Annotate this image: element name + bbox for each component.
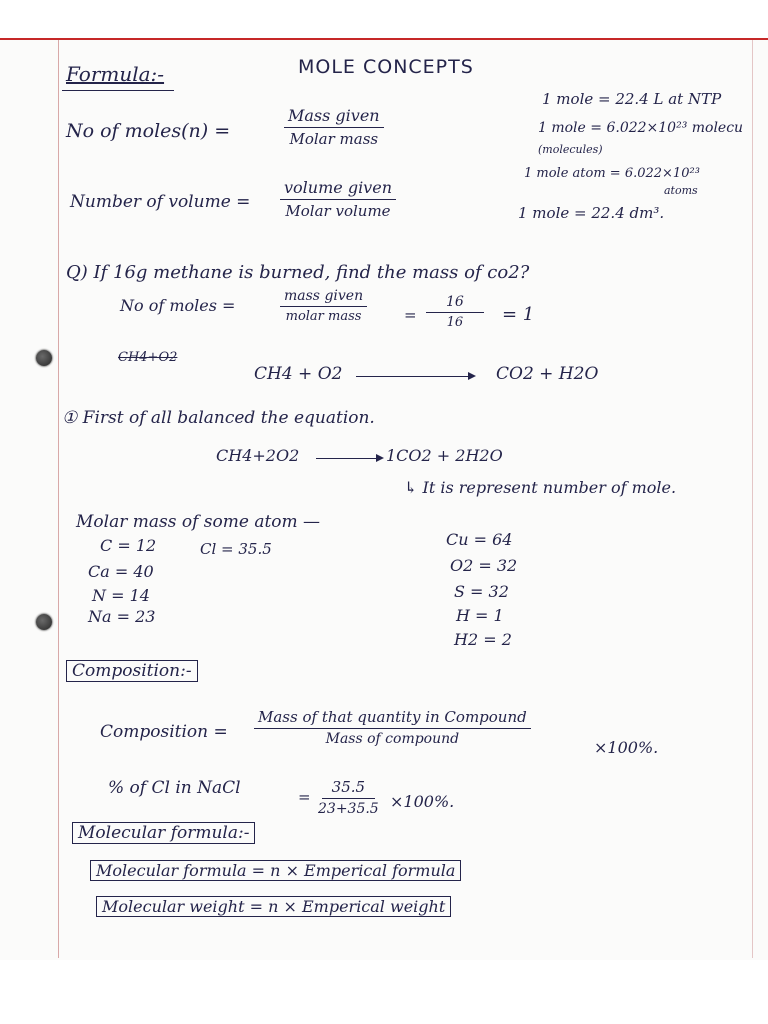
molar-mass-c: C = 12 bbox=[100, 536, 157, 555]
balance-step-label: ① First of all balanced the equation. bbox=[62, 408, 375, 428]
question-value-fraction bbox=[426, 294, 484, 330]
question-value-den: 16 bbox=[446, 315, 464, 330]
struck-reaction: CH4+O2 bbox=[118, 350, 178, 365]
composition-fraction bbox=[254, 708, 531, 747]
question-result: = 1 bbox=[502, 304, 535, 325]
moles-denominator: Molar mass bbox=[289, 130, 379, 148]
question-fraction bbox=[280, 288, 367, 324]
molar-mass-ca: Ca = 40 bbox=[88, 562, 154, 581]
composition-numerator: Mass of that quantity in Compound bbox=[254, 708, 531, 729]
balanced-arrow bbox=[316, 458, 382, 459]
molar-mass-h: H = 1 bbox=[456, 606, 504, 625]
note-molecules: (molecules) bbox=[538, 143, 603, 156]
margin-line bbox=[58, 40, 59, 958]
right-rule-line bbox=[752, 40, 753, 958]
composition-example-den: 23+35.5 bbox=[318, 801, 379, 817]
note-mole-atom: 1 mole atom = 6.022×10²³ bbox=[524, 166, 700, 181]
composition-label: Composition:- bbox=[66, 660, 198, 682]
molar-mass-heading: Molar mass of some atom — bbox=[76, 512, 321, 532]
molar-mass-na: Na = 23 bbox=[88, 607, 156, 626]
molar-mass-h2: H2 = 2 bbox=[454, 630, 512, 649]
volume-formula-lhs: Number of volume = bbox=[70, 192, 251, 212]
molecular-formula-line: Molecular formula = n × Emperical formula bbox=[90, 860, 461, 881]
page-title: MOLE CONCEPTS bbox=[298, 56, 474, 78]
mole-note: ↳ It is represent number of mole. bbox=[404, 478, 677, 497]
question-value-num: 16 bbox=[426, 294, 484, 313]
moles-fraction bbox=[284, 106, 384, 148]
composition-example-num: 35.5 bbox=[322, 778, 375, 799]
note-mole-volume: 1 mole = 22.4 L at NTP bbox=[542, 90, 722, 108]
composition-example-lhs: % of Cl in NaCl bbox=[108, 778, 241, 798]
molar-mass-cl: Cl = 35.5 bbox=[200, 540, 272, 558]
binder-hole-bottom bbox=[36, 614, 52, 630]
note-mole-dm3: 1 mole = 22.4 dm³. bbox=[518, 204, 665, 222]
composition-example-fraction bbox=[318, 778, 379, 817]
composition-lhs: Composition = bbox=[100, 722, 228, 742]
note-atoms: atoms bbox=[664, 184, 698, 197]
reaction-rhs: CO2 + H2O bbox=[496, 364, 599, 384]
molecular-formula-label: Molecular formula:- bbox=[72, 822, 255, 844]
volume-fraction bbox=[280, 178, 396, 220]
formula-underline bbox=[62, 90, 174, 91]
binder-hole-top bbox=[36, 350, 52, 366]
composition-denominator: Mass of compound bbox=[325, 731, 460, 747]
molecular-weight-line: Molecular weight = n × Emperical weight bbox=[96, 896, 451, 917]
volume-denominator: Molar volume bbox=[285, 202, 391, 220]
composition-example-mult: ×100%. bbox=[390, 792, 455, 811]
reaction-lhs: CH4 + O2 bbox=[254, 364, 343, 384]
molar-mass-n: N = 14 bbox=[92, 586, 150, 605]
molar-mass-cu: Cu = 64 bbox=[446, 530, 513, 549]
balanced-lhs: CH4+2O2 bbox=[216, 446, 300, 465]
question-denominator: molar mass bbox=[285, 309, 362, 324]
moles-formula-lhs: No of moles(n) = bbox=[66, 120, 231, 142]
question-equals: = bbox=[404, 306, 417, 324]
composition-multiplier: ×100%. bbox=[594, 738, 659, 757]
molar-mass-s: S = 32 bbox=[454, 582, 509, 601]
reaction-arrow bbox=[356, 376, 474, 377]
molar-mass-o2: O2 = 32 bbox=[450, 556, 518, 575]
question-numerator: mass given bbox=[280, 288, 367, 307]
balanced-rhs: 1CO2 + 2H2O bbox=[386, 446, 503, 465]
note-mole-molecules: 1 mole = 6.022×10²³ molecu bbox=[538, 120, 744, 136]
composition-example-eq: = bbox=[298, 788, 311, 806]
formula-label: Formula:- bbox=[66, 62, 165, 86]
question-moles-lhs: No of moles = bbox=[120, 296, 236, 315]
question-text: Q) If 16g methane is burned, find the mass of co2? bbox=[66, 262, 530, 283]
volume-numerator: volume given bbox=[280, 178, 396, 200]
moles-numerator: Mass given bbox=[284, 106, 384, 128]
